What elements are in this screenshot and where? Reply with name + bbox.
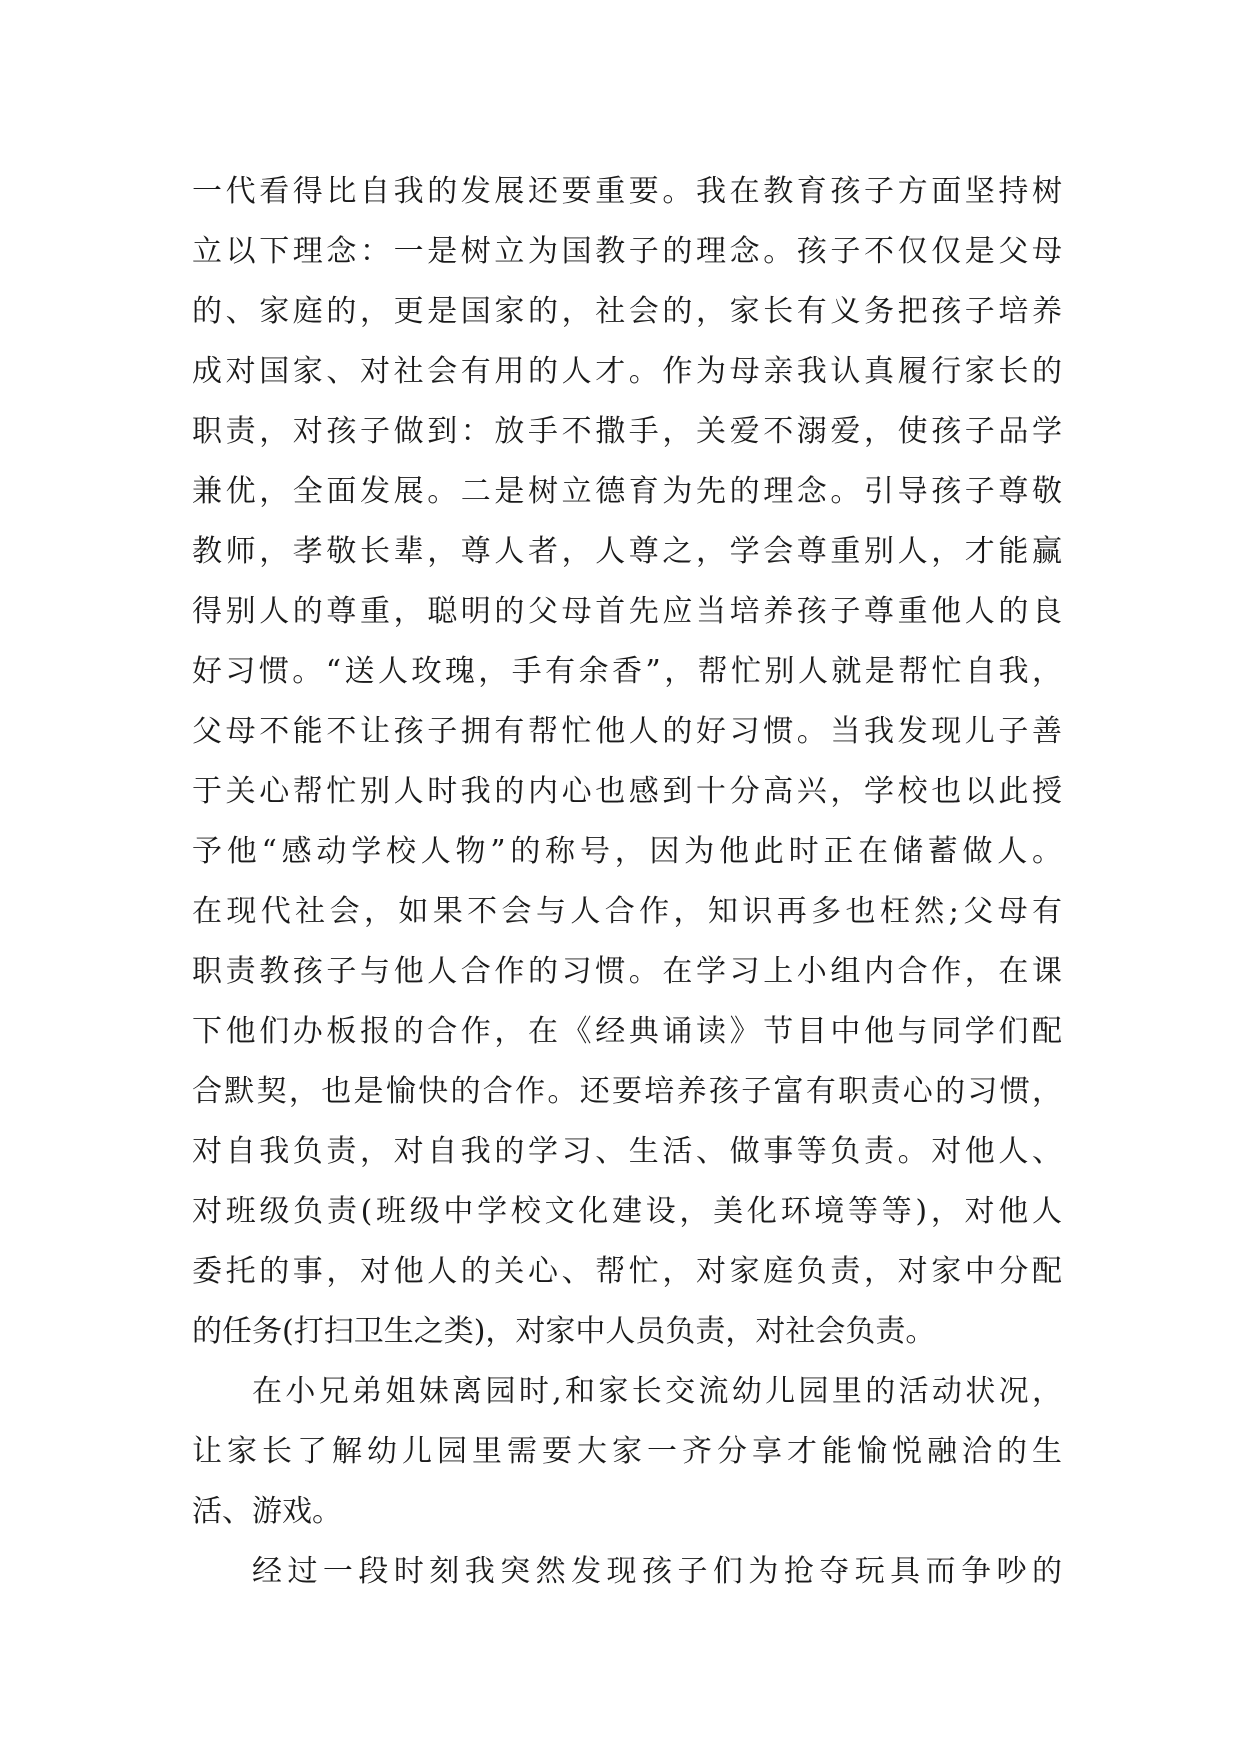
text-line: 一代看得比自我的发展还要重要。我在教育孩子方面坚持树	[192, 174, 1062, 209]
text-line: 合默契，也是愉快的合作。还要培养孩子富有职责心的习惯，	[192, 1074, 1062, 1109]
paragraph-start-line: 在小兄弟姐妹离园时,和家长交流幼儿园里的活动状况，	[252, 1374, 1062, 1409]
text-line: 职责，对孩子做到：放手不撒手，关爱不溺爱，使孩子品学	[192, 414, 1062, 449]
paragraph-start-line: 经过一段时刻我突然发现孩子们为抢夺玩具而争吵的	[252, 1554, 1062, 1589]
text-line: 好习惯。“送人玫瑰，手有余香”，帮忙别人就是帮忙自我，	[192, 654, 1062, 689]
text-line: 的、家庭的，更是国家的，社会的，家长有义务把孩子培养	[192, 294, 1062, 329]
paragraph-end-line: 活、游戏。	[192, 1494, 342, 1529]
text-line: 成对国家、对社会有用的人才。作为母亲我认真履行家长的	[192, 354, 1062, 389]
text-line: 予他“感动学校人物”的称号，因为他此时正在储蓄做人。	[192, 834, 1062, 869]
paragraph-end-line: 的任务(打扫卫生之类)，对家中人员负责，对社会负责。	[192, 1314, 936, 1349]
body-text	[192, 162, 1062, 1602]
text-line: 委托的事，对他人的关心、帮忙，对家庭负责，对家中分配	[192, 1254, 1062, 1289]
text-line: 在现代社会，如果不会与人合作，知识再多也枉然;父母有	[192, 894, 1062, 929]
text-line: 得别人的尊重，聪明的父母首先应当培养孩子尊重他人的良	[192, 594, 1062, 629]
text-line: 教师，孝敬长辈，尊人者，人尊之，学会尊重别人，才能赢	[192, 534, 1062, 569]
text-line: 下他们办板报的合作，在《经典诵读》节目中他与同学们配	[192, 1014, 1062, 1049]
text-line: 兼优，全面发展。二是树立德育为先的理念。引导孩子尊敬	[192, 474, 1062, 509]
text-line: 父母不能不让孩子拥有帮忙他人的好习惯。当我发现儿子善	[192, 714, 1062, 749]
text-line: 对自我负责，对自我的学习、生活、做事等负责。对他人、	[192, 1134, 1062, 1169]
text-line: 立以下理念：一是树立为国教子的理念。孩子不仅仅是父母	[192, 234, 1062, 269]
text-line: 职责教孩子与他人合作的习惯。在学习上小组内合作，在课	[192, 954, 1062, 989]
text-line: 于关心帮忙别人时我的内心也感到十分高兴，学校也以此授	[192, 774, 1062, 809]
text-line: 让家长了解幼儿园里需要大家一齐分享才能愉悦融洽的生	[192, 1434, 1062, 1469]
text-line: 对班级负责(班级中学校文化建设，美化环境等等)，对他人	[192, 1194, 1062, 1229]
